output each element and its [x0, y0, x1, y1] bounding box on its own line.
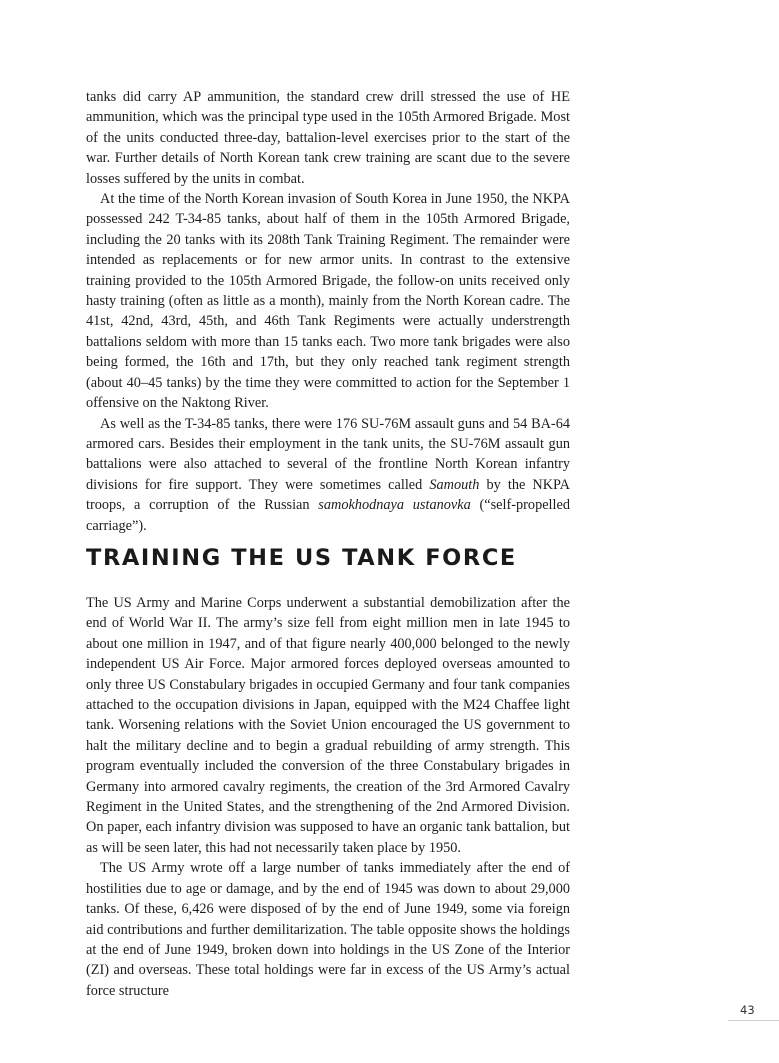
samouth-term: Samouth — [429, 476, 480, 493]
paragraph-3-text-c: (“self-propelled carriage”). — [86, 497, 571, 534]
paragraph-3-text-a: As well as the T-34-85 tanks, there were 176 SU-76M assault guns and 54 BA-64 armored cars. Besides their employment in the tank units, the SU-76M assault gun battalions were also attached to several of the frontline North Korean infantry divisions for fire support. They were sometimes called — [86, 415, 570, 493]
page-number: 43 — [740, 1003, 755, 1017]
page-number-rule — [728, 1020, 779, 1021]
paragraph-4: The US Army and Marine Corps underwent a substantial demobilization after the end of World War II. The army’s size fell from eight million men in late 1945 to about one million in 1947, and of that figure nearly 400,000 belonged to the newly independent US Air Force. Major armored forces deployed overseas amounted to only three US Constabulary brigades in occupied Germany and four tank companies attached to the occupation divisions in Japan, equipped with the M24 Chaffee light tank. Worsening relations with the Soviet Union encouraged the US government to halt the military decline and to begin a gradual rebuilding of army strength. This program eventually included the conversion of the three Constabulary brigades in Germany into armored cavalry regiments, the creation of the 3rd Armored Cavalry Regiment in the United States, and the strengthening of the 2nd Armored Division. On paper, each infantry division was supposed to have an organic tank battalion, but as will be seen later, this had not necessarily taken place by 1950. — [86, 595, 570, 856]
russian-term: samokhodnaya ustanovka — [318, 497, 471, 514]
paragraph-3-text-b: by the NKPA troops, a corruption of the Russian — [86, 476, 570, 514]
paragraph-5: The US Army wrote off a large number of tanks immediately after the end of hostilities due to age or damage, and by the end of 1945 was down to about 29,000 tanks. Of these, 6,426 were disposed of by the end of June 1949, some via foreign aid contributions and further demilitarization. The table opposite shows the holdings at the end of June 1949, broken down into holdings in the US Zone of the Interior (ZI) and overseas. These total holdings were far in excess of the US Army’s actual force structure — [86, 860, 570, 999]
paragraph-3 — [86, 414, 570, 536]
paragraph-1: tanks did carry AP ammunition, the standard crew drill stressed the use of HE ammunition, which was the principal type used in the 105th Armored Brigade. Most of the units conducted three-day, battalion-level exercises prior to the start of the war. Further details of North Korean tank crew training are scant due to the severe losses suffered by the units in combat. — [86, 89, 570, 187]
paragraph-2: At the time of the North Korean invasion of South Korea in June 1950, the NKPA possessed 242 T-34-85 tanks, about half of them in the 105th Armored Brigade, including the 20 tanks with its 208th Tank Training Regiment. The remainder were intended as replacements or for new armor units. In contrast to the extensive training provided to the 105th Armored Brigade, the follow-on units received only hasty training (often as little as a month), mainly from the North Korean cadre. The 41st, 42nd, 43rd, 45th, and 46th Tank Regiments were actually understrength battalions seldom with more than 15 tanks each. Two more tank brigades were also being formed, the 16th and 17th, but they only reached tank regiment strength (about 40–45 tanks) by the time they were committed to action for the September 1 offensive on the Naktong River. — [86, 191, 570, 412]
section-heading: TRAINING THE US TANK FORCE — [86, 545, 517, 571]
body-text-section-1 — [86, 87, 570, 536]
body-text-section-2 — [86, 593, 570, 1001]
